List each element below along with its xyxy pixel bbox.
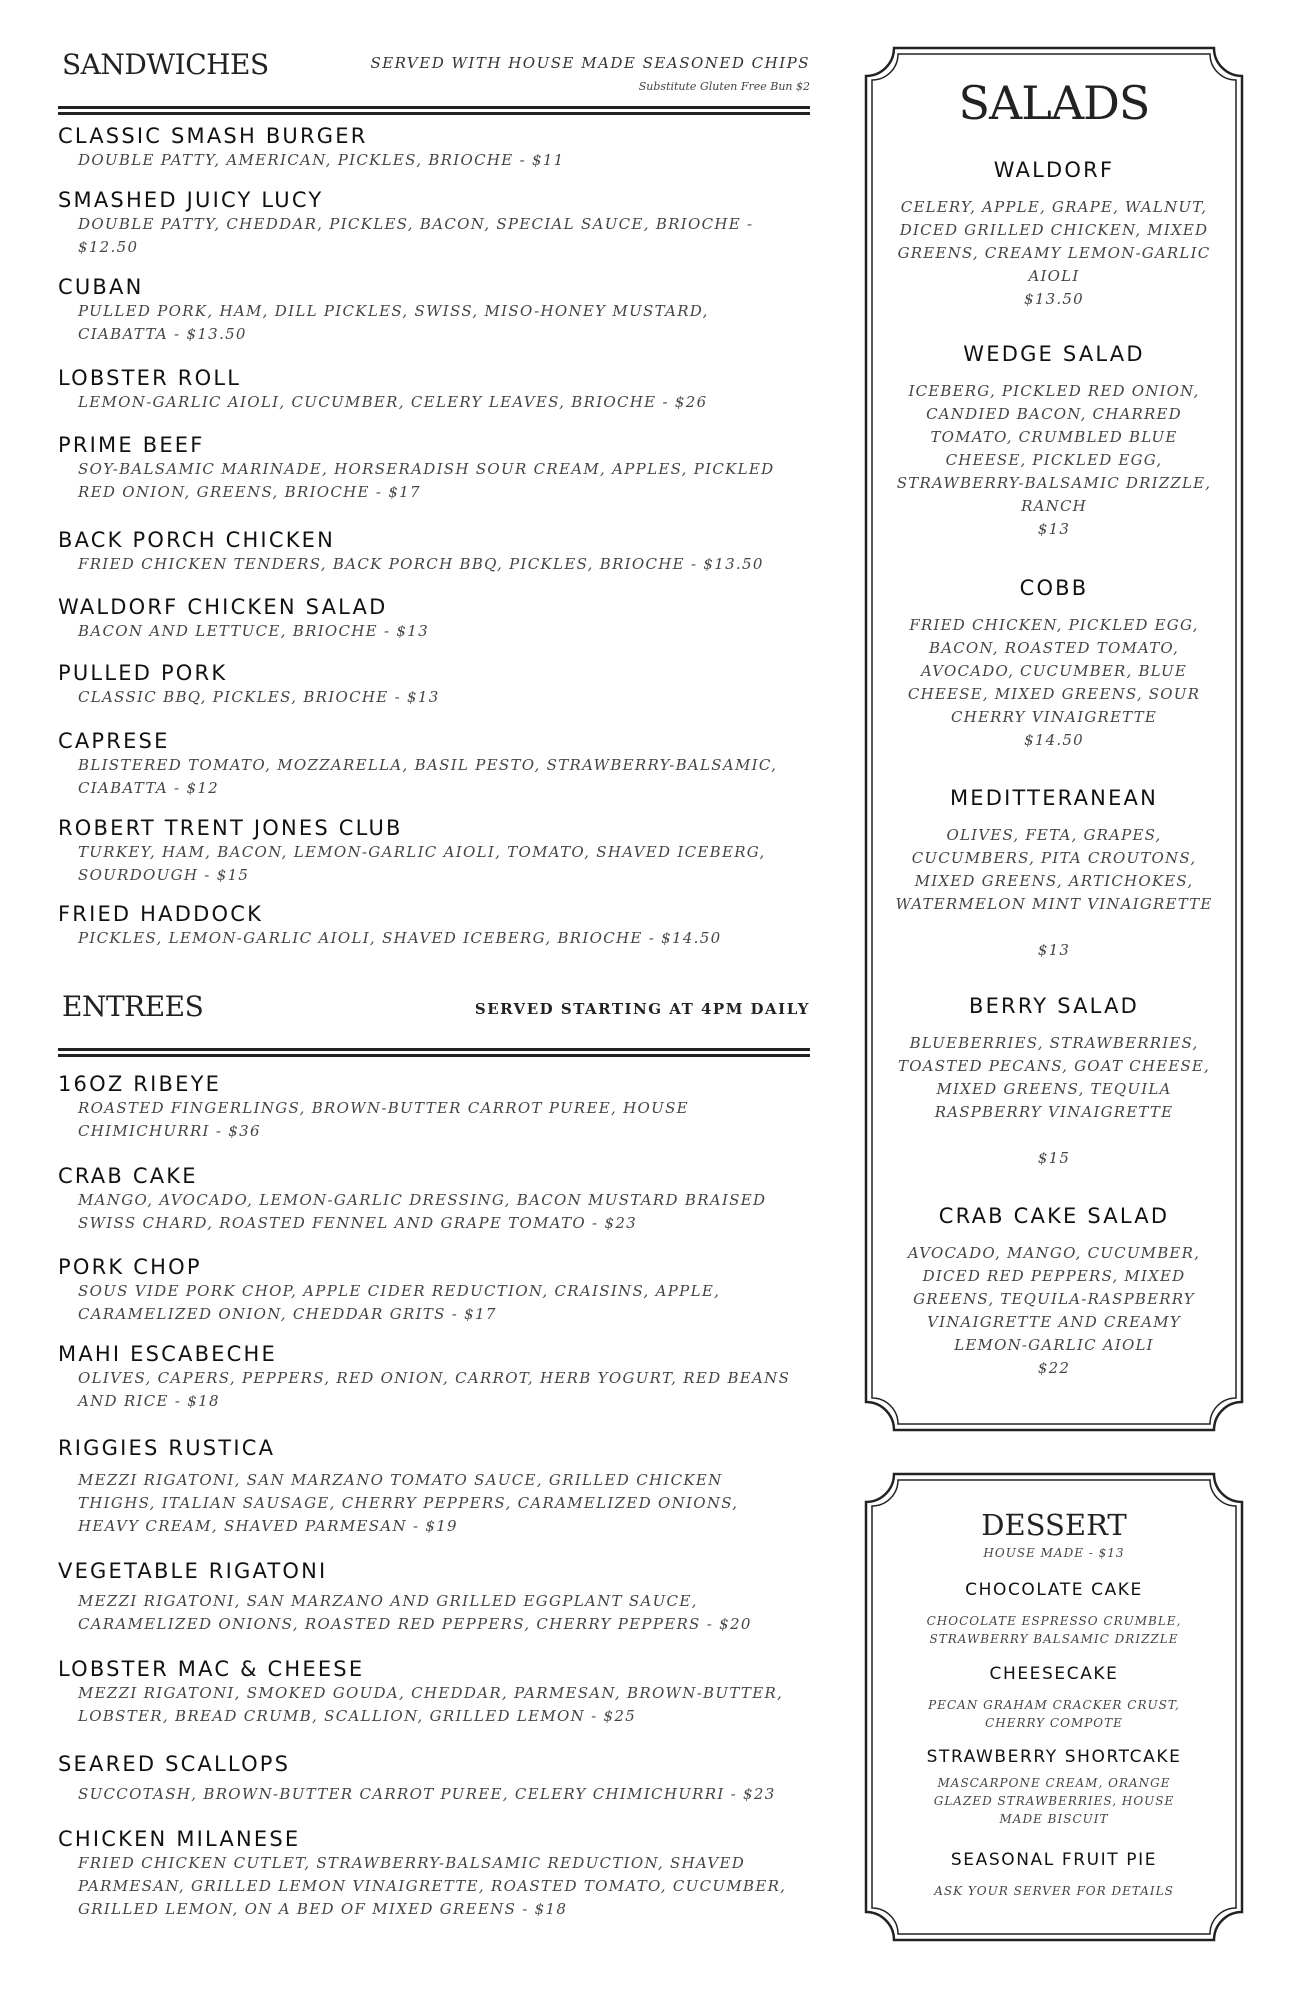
dessert-name: CHEESECAKE bbox=[989, 1664, 1119, 1684]
salads-title: SALADS bbox=[958, 76, 1150, 130]
menu-item bbox=[58, 1558, 810, 1636]
menu-item bbox=[58, 901, 810, 950]
dessert-panel bbox=[864, 1472, 1244, 1942]
item-name: BACK PORCH CHICKEN bbox=[58, 528, 336, 552]
item-name: LOBSTER ROLL bbox=[58, 366, 242, 390]
dessert-desc: ASK YOUR SERVER FOR DETAILS bbox=[934, 1884, 1174, 1898]
menu-item bbox=[58, 274, 810, 346]
dessert-desc: MASCARPONE CREAM, ORANGE GLAZED STRAWBERRIES, HOUSE MADE BISCUIT bbox=[933, 1776, 1175, 1826]
entrees-list bbox=[58, 1071, 810, 1918]
salad-desc: ICEBERG, PICKLED RED ONION, CANDIED BACON, CHARRED TOMATO, CRUMBLED BLUE CHEESE, PICKLED EGG, STRAWBERRY-BALSAMIC DRIZZLE, RANCH bbox=[896, 382, 1212, 515]
menu-item bbox=[58, 728, 810, 800]
item-desc: ROASTED FINGERLINGS, BROWN-BUTTER CARROT PUREE, HOUSE CHIMICHURRI - $36 bbox=[78, 1099, 689, 1140]
menu-item bbox=[58, 660, 810, 709]
item-desc: SUCCOTASH, BROWN-BUTTER CARROT PUREE, CELERY CHIMICHURRI - $23 bbox=[78, 1785, 776, 1803]
salad-name: WEDGE SALAD bbox=[963, 342, 1145, 366]
menu-item bbox=[58, 1826, 810, 1921]
salad-name: MEDITTERANEAN bbox=[949, 786, 1159, 810]
menu-item bbox=[58, 1254, 810, 1326]
entrees-header bbox=[58, 990, 810, 1048]
salad-price: $14.50 bbox=[1024, 731, 1084, 749]
menu-item bbox=[58, 365, 810, 414]
item-desc: MEZZI RIGATONI, SMOKED GOUDA, CHEDDAR, PARMESAN, BROWN-BUTTER, LOBSTER, BREAD CRUMB, SCALLION, GRILLED LEMON - $25 bbox=[78, 1684, 784, 1725]
item-desc: SOUS VIDE PORK CHOP, APPLE CIDER REDUCTION, CRAISINS, APPLE, CARAMELIZED ONION, CHEDDAR GRITS - $17 bbox=[78, 1282, 721, 1323]
item-name: PORK CHOP bbox=[58, 1255, 202, 1279]
salad-desc: AVOCADO, MANGO, CUCUMBER, DICED RED PEPPERS, MIXED GREENS, TEQUILA-RASPBERRY VINAIGRETTE AND CREAMY LEMON-GARLIC AIOLI bbox=[907, 1244, 1201, 1354]
sandwiches-note: SERVED WITH HOUSE MADE SEASONED CHIPS bbox=[370, 54, 810, 72]
item-name: VEGETABLE RIGATONI bbox=[58, 1559, 328, 1583]
entrees-title: ENTREES bbox=[62, 990, 204, 1023]
item-desc: MANGO, AVOCADO, LEMON-GARLIC DRESSING, BACON MUSTARD BRAISED SWISS CHARD, ROASTED FENNEL AND GRAPE TOMATO - $23 bbox=[78, 1191, 767, 1232]
item-desc: TURKEY, HAM, BACON, LEMON-GARLIC AIOLI, TOMATO, SHAVED ICEBERG, SOURDOUGH - $15 bbox=[78, 843, 766, 884]
salad-name: CRAB CAKE SALAD bbox=[938, 1204, 1170, 1228]
item-desc: DOUBLE PATTY, AMERICAN, PICKLES, BRIOCHE - $11 bbox=[78, 151, 565, 169]
item-desc: PICKLES, LEMON-GARLIC AIOLI, SHAVED ICEBERG, BRIOCHE - $14.50 bbox=[78, 929, 722, 947]
menu-item bbox=[58, 1341, 810, 1413]
salad-price: $13 bbox=[1037, 520, 1071, 538]
item-name: ROBERT TRENT JONES CLUB bbox=[58, 816, 403, 840]
menu-item bbox=[58, 1751, 810, 1806]
menu-item bbox=[58, 432, 810, 504]
dessert-note: HOUSE MADE - $13 bbox=[983, 1546, 1125, 1560]
menu-item bbox=[58, 1163, 810, 1235]
item-desc: FRIED CHICKEN TENDERS, BACK PORCH BBQ, PICKLES, BRIOCHE - $13.50 bbox=[78, 555, 764, 573]
dessert-title: DESSERT bbox=[981, 1508, 1127, 1542]
sandwiches-subnote: Substitute Gluten Free Bun $2 bbox=[638, 80, 810, 93]
item-name: FRIED HADDOCK bbox=[58, 902, 264, 926]
item-desc: BLISTERED TOMATO, MOZZARELLA, BASIL PESTO, STRAWBERRY-BALSAMIC, CIABATTA - $12 bbox=[78, 756, 778, 797]
item-name: CLASSIC SMASH BURGER bbox=[58, 124, 368, 148]
sandwiches-header bbox=[58, 48, 810, 106]
menu-item bbox=[58, 1435, 810, 1538]
item-desc: DOUBLE PATTY, CHEDDAR, PICKLES, BACON, SPECIAL SAUCE, BRIOCHE - $12.50 bbox=[78, 215, 754, 256]
entrees-note: SERVED STARTING AT 4PM DAILY bbox=[474, 1000, 810, 1018]
item-desc: MEZZI RIGATONI, SAN MARZANO AND GRILLED EGGPLANT SAUCE, CARAMELIZED ONIONS, ROASTED RED PEPPERS, CHERRY PEPPERS - $20 bbox=[78, 1592, 752, 1633]
salad-desc: FRIED CHICKEN, PICKLED EGG, BACON, ROASTED TOMATO, AVOCADO, CUCUMBER, BLUE CHEESE, MIXED GREENS, SOUR CHERRY VINAIGRETTE bbox=[907, 616, 1201, 726]
item-desc: CLASSIC BBQ, PICKLES, BRIOCHE - $13 bbox=[78, 688, 440, 706]
item-desc: MEZZI RIGATONI, SAN MARZANO TOMATO SAUCE, GRILLED CHICKEN THIGHS, ITALIAN SAUSAGE, CHERRY PEPPERS, CARAMELIZED ONIONS, HEAVY CREAM, SHAVED PARMESAN - $19 bbox=[78, 1471, 739, 1535]
item-desc: OLIVES, CAPERS, PEPPERS, RED ONION, CARROT, HERB YOGURT, RED BEANS AND RICE - $18 bbox=[78, 1369, 791, 1410]
menu-item bbox=[58, 594, 810, 643]
item-name: MAHI ESCABECHE bbox=[58, 1342, 277, 1366]
salad-name: BERRY SALAD bbox=[968, 994, 1140, 1018]
item-desc: SOY-BALSAMIC MARINADE, HORSERADISH SOUR CREAM, APPLES, PICKLED RED ONION, GREENS, BRIOCHE - $17 bbox=[78, 460, 775, 501]
salad-name: COBB bbox=[1019, 576, 1089, 600]
salad-desc: BLUEBERRIES, STRAWBERRIES, TOASTED PECANS, GOAT CHEESE, MIXED GREENS, TEQUILA RASPBERRY VINAIGRETTE bbox=[897, 1034, 1211, 1121]
menu-item bbox=[58, 1656, 810, 1728]
salad-price: $15 bbox=[1037, 1149, 1071, 1167]
item-desc: FRIED CHICKEN CUTLET, STRAWBERRY-BALSAMIC REDUCTION, SHAVED PARMESAN, GRILLED LEMON VINAIGRETTE, ROASTED TOMATO, CUCUMBER, GRILLED LEMON, ON A BED OF MIXED GREENS - $18 bbox=[78, 1854, 787, 1918]
sandwiches-title: SANDWICHES bbox=[62, 48, 269, 81]
item-desc: BACON AND LETTUCE, BRIOCHE - $13 bbox=[78, 622, 429, 640]
dessert-name: SEASONAL FRUIT PIE bbox=[950, 1850, 1158, 1870]
item-name: SMASHED JUICY LUCY bbox=[58, 188, 324, 212]
salad-name: WALDORF bbox=[993, 158, 1115, 182]
salad-desc: OLIVES, FETA, GRAPES, CUCUMBERS, PITA CROUTONS, MIXED GREENS, ARTICHOKES, WATERMELON MINT VINAIGRETTE bbox=[895, 826, 1213, 913]
dessert-name: STRAWBERRY SHORTCAKE bbox=[926, 1747, 1182, 1767]
salad-desc: CELERY, APPLE, GRAPE, WALNUT, DICED GRILLED CHICKEN, MIXED GREENS, CREAMY LEMON-GARLIC AIOLI bbox=[897, 198, 1211, 285]
dessert-desc: CHOCOLATE ESPRESSO CRUMBLE, STRAWBERRY BALSAMIC DRIZZLE bbox=[926, 1614, 1182, 1646]
item-desc: LEMON-GARLIC AIOLI, CUCUMBER, CELERY LEAVES, BRIOCHE - $26 bbox=[78, 393, 708, 411]
salad-price: $13.50 bbox=[1024, 290, 1084, 308]
menu-item bbox=[58, 123, 810, 172]
left-column bbox=[58, 48, 810, 1918]
item-name: CRAB CAKE bbox=[58, 1164, 198, 1188]
menu-item bbox=[58, 187, 810, 259]
menu-item bbox=[58, 527, 810, 576]
item-name: CHICKEN MILANESE bbox=[58, 1827, 301, 1851]
item-name: CAPRESE bbox=[58, 729, 170, 753]
entrees-section bbox=[58, 990, 810, 1918]
menu-item bbox=[58, 1071, 810, 1143]
item-name: SEARED SCALLOPS bbox=[58, 1752, 291, 1776]
salad-price: $13 bbox=[1037, 941, 1071, 959]
item-name: LOBSTER MAC & CHEESE bbox=[58, 1657, 365, 1681]
item-desc: PULLED PORK, HAM, DILL PICKLES, SWISS, MISO-HONEY MUSTARD, CIABATTA - $13.50 bbox=[78, 302, 709, 343]
dessert-desc: PECAN GRAHAM CRACKER CRUST, CHERRY COMPOTE bbox=[928, 1698, 1180, 1730]
entrees-divider bbox=[58, 1048, 810, 1057]
dessert-name: CHOCOLATE CAKE bbox=[965, 1580, 1143, 1600]
sandwiches-divider bbox=[58, 106, 810, 115]
item-name: 16OZ RIBEYE bbox=[58, 1072, 222, 1096]
item-name: RIGGIES RUSTICA bbox=[58, 1436, 276, 1460]
item-name: PULLED PORK bbox=[58, 661, 228, 685]
salad-price: $22 bbox=[1037, 1359, 1071, 1377]
sandwiches-list bbox=[58, 124, 810, 947]
salads-panel bbox=[864, 46, 1244, 1432]
item-name: PRIME BEEF bbox=[58, 433, 205, 457]
item-name: CUBAN bbox=[58, 275, 144, 299]
item-name: WALDORF CHICKEN SALAD bbox=[58, 595, 388, 619]
menu-item bbox=[58, 815, 810, 887]
